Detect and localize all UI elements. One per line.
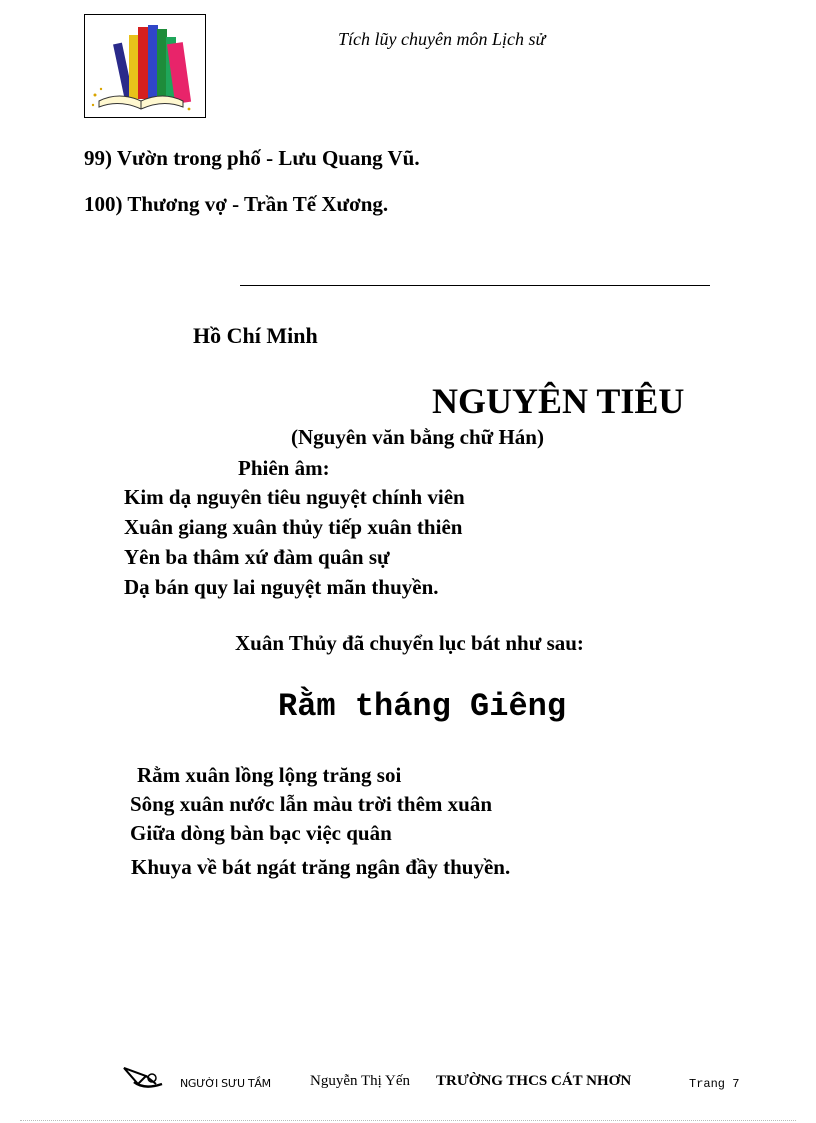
footer-collector-label: NGƯỜI SƯU TẦM [180, 1077, 271, 1090]
translation-line: Giữa dòng bàn bạc việc quân [130, 821, 392, 845]
poem-title: NGUYÊN TIÊU [432, 381, 685, 421]
page-bottom-border [20, 1120, 796, 1121]
translation-title: Rằm tháng Giêng [278, 688, 567, 725]
translation-line: Rằm xuân lồng lộng trăng soi [137, 763, 402, 787]
page-number: Trang 7 [689, 1077, 740, 1091]
poem-author: Hồ Chí Minh [193, 323, 318, 348]
translation-intro: Xuân Thủy đã chuyển lục bát như sau: [235, 631, 584, 655]
poem-line: Dạ bán quy lai nguyệt mãn thuyền. [124, 575, 439, 599]
list-item: 99) Vườn trong phố - Lưu Quang Vũ. [84, 146, 420, 170]
list-item: 100) Thương vợ - Trần Tế Xương. [84, 192, 389, 216]
poem-line: Yên ba thâm xứ đàm quân sự [124, 545, 390, 569]
translation-line: Khuya về bát ngát trăng ngân đầy thuyền. [131, 855, 511, 879]
divider [240, 285, 710, 286]
phien-am-label: Phiên âm: [238, 456, 330, 480]
poem-subtitle: (Nguyên văn bằng chữ Hán) [291, 425, 544, 449]
poem-line: Kim dạ nguyên tiêu nguyệt chính viên [124, 485, 465, 509]
footer-school: TRƯỜNG THCS CÁT NHƠN [436, 1073, 632, 1089]
pen-icon [122, 1062, 166, 1092]
poem-line: Xuân giang xuân thủy tiếp xuân thiên [124, 515, 463, 539]
header-title: Tích lũy chuyên môn Lịch sử [338, 29, 546, 49]
footer-author-name: Nguyễn Thị Yến [310, 1073, 410, 1089]
translation-line: Sông xuân nước lẫn màu trời thêm xuân [130, 792, 493, 816]
books-icon [84, 14, 206, 118]
